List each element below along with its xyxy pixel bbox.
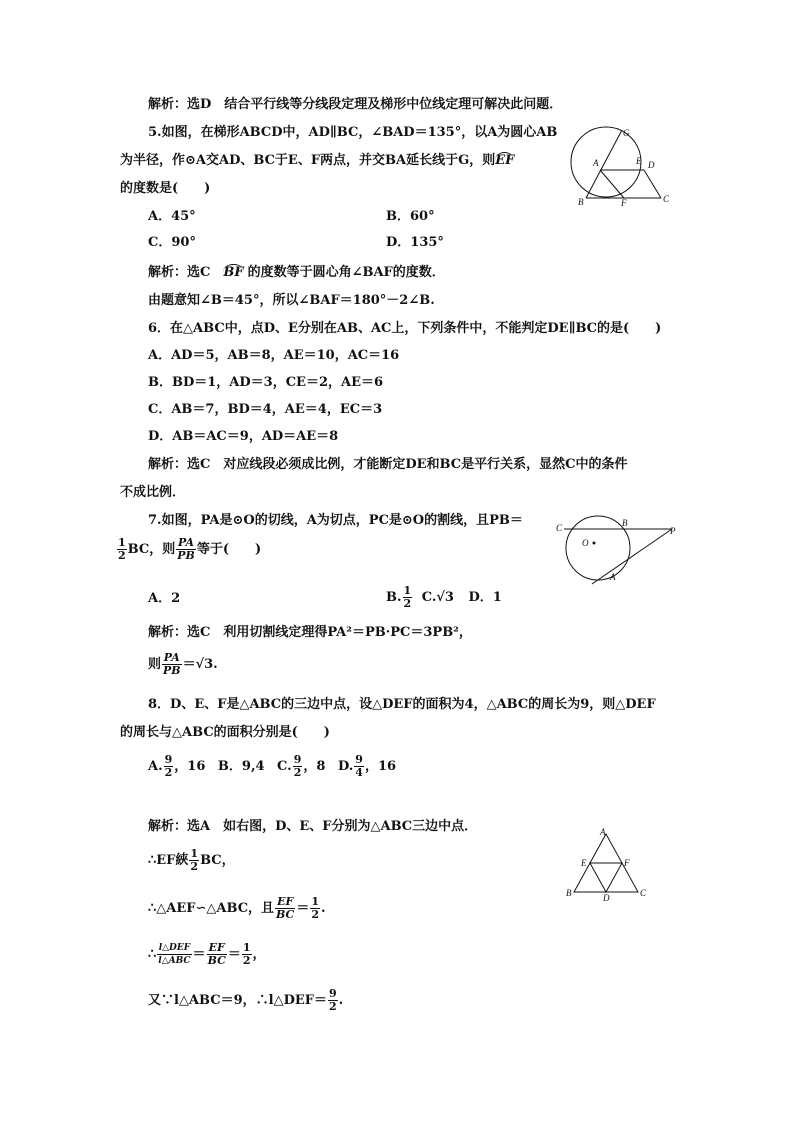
label-f: F: [624, 858, 630, 868]
label-b: B: [622, 518, 628, 528]
solution-6-line1: 解析：选C 对应线段必须成比例，才能断定DE和BC是平行关系，显然C中的条件: [148, 457, 628, 472]
label-o: O: [582, 538, 589, 548]
label-g: G: [623, 128, 630, 138]
fraction-ef-bc-2: $\frac{EF}{BC}$: [207, 941, 226, 967]
s5-suffix: 的度数等于圆心角∠BAF的度数．: [247, 265, 445, 280]
q8-option-a: A. $\frac{9}{2}$ ，16: [148, 753, 206, 779]
q6-option-b: B．BD＝1，AD＝3，CE＝2，AE＝6: [148, 375, 384, 390]
label-a: A: [600, 827, 606, 837]
label-d: D: [648, 160, 655, 170]
q7-options-bcd: [386, 584, 502, 612]
s5-prefix: 解析：选C: [148, 265, 224, 280]
figure-midpoint-triangle: [564, 826, 648, 902]
q6-option-c: C．AB＝7，BD＝4，AE＝4，EC＝3: [148, 402, 383, 417]
segment-bg: [586, 130, 622, 198]
fraction-half-s8: $\frac{1}{2}$: [190, 847, 199, 873]
q7-option-d: D．1: [468, 590, 502, 605]
question-6: 6．在△ABC中，点D、E分别在AB、AC上，下列条件中，不能判定DE∥BC的是( ): [148, 321, 662, 336]
solution-5-line2: 由题意知∠B＝45°，所以∠BAF＝180°－2∠B.: [148, 293, 435, 308]
solution-8-line1: 解析：选A 如右图，D、E、F分别为△ABC三边中点．: [148, 819, 478, 834]
fraction-half-b: $\frac{1}{2}$: [403, 584, 412, 610]
q7-text-a: BC，则: [127, 542, 176, 557]
question-5-line3: 的度数是( ): [120, 181, 211, 196]
fraction-half-s8d: $\frac{1}{2}$: [242, 941, 251, 967]
label-e: E: [636, 156, 642, 166]
fraction-ef-bc: $\frac{EF}{BC}$: [276, 895, 295, 921]
solution-4: 解析：选D 结合平行线等分线段定理及梯形中位线定理可解决此问题．: [148, 97, 563, 112]
q5-option-a: A．45°: [148, 209, 196, 224]
q5-option-c: C．90°: [148, 235, 196, 250]
figure-trapezoid-circle: [566, 124, 676, 208]
label-f: F: [621, 198, 627, 208]
arc-bf: BF: [223, 265, 244, 280]
solution-6-line2: 不成比例．: [120, 485, 186, 500]
center-dot: [593, 542, 596, 545]
question-5-line1: 5.如图，在梯形ABCD中，AD∥BC，∠BAD＝135°，以A为圆心AB: [148, 125, 558, 140]
q5-option-d: D．135°: [386, 235, 444, 250]
q8-options: [148, 752, 396, 782]
q8-option-b: B．9,4: [217, 759, 265, 774]
label-a: A: [593, 158, 599, 168]
fraction-half: $\frac{1}{2}$: [118, 536, 126, 562]
figure-tangent-secant: [552, 514, 682, 586]
fraction-half-s8c: $\frac{1}{2}$: [311, 895, 319, 921]
question-5-line2: [120, 152, 514, 170]
solution-8-line2: ∴EF綊 $\frac{1}{2}$ BC，: [148, 847, 235, 873]
label-d: D: [603, 893, 610, 902]
q5-option-b: B．60°: [386, 209, 435, 224]
label-c: C: [663, 194, 670, 204]
q7-option-c: C.√3: [421, 590, 454, 605]
question-8-line1: 8．D、E、F是△ABC的三边中点，设△DEF的面积为4，△ABC的周长为9，则△DEF: [148, 697, 656, 712]
label-b: B: [578, 197, 584, 207]
triangle-def: [590, 863, 622, 892]
q7-option-b: B.: [386, 590, 402, 605]
label-a: A: [610, 572, 616, 582]
q8-option-d: D. $\frac{9}{4}$ ，16: [337, 753, 397, 779]
question-8-line2: 的周长与△ABC的面积分别是( ): [120, 725, 330, 740]
q6-option-d: D．AB＝AC＝9，AD＝AE＝8: [148, 429, 339, 444]
fraction-nine-half-c: $\frac{9}{2}$: [293, 753, 302, 779]
segment-af: [600, 170, 624, 198]
q7-text-b: 等于( ): [196, 542, 262, 557]
fraction-nine-quarter: $\frac{9}{4}$: [355, 753, 363, 779]
solution-8-line3: ∴△AEF∽△ABC，且 $\frac{EF}{BC}$ ＝ $\frac{1}{2}$ .: [148, 895, 326, 921]
solution-8-line4: ∴ $\frac{\text{l△DEF}}{\text{l△ABC}}$ ＝ $\frac{EF}{BC}$ ＝ $\frac{1}{2}$ ，: [148, 941, 266, 967]
q5-text: 为半径，作⊙A交AD、BC于E、F两点，并交BA延长线于G，则: [120, 153, 496, 168]
q8-option-c: C. $\frac{9}{2}$ ，8: [277, 753, 326, 779]
label-c: C: [640, 888, 647, 898]
fraction-nine-half-s8: $\frac{9}{2}$: [329, 987, 337, 1013]
fraction-perimeter-ratio: $\frac{\text{l△DEF}}{\text{l△ABC}}$: [158, 943, 191, 966]
s7-prefix: 则: [148, 657, 162, 672]
circle-a: [571, 127, 641, 197]
circle-o: [566, 516, 630, 580]
fraction-pa-pb-s7: $\frac{PA}{PB}$: [163, 651, 181, 677]
arc-ef: EF: [495, 153, 515, 168]
question-7-line1: 7.如图，PA是⊙O的切线，A为切点，PC是⊙O的割线，且PB＝: [148, 513, 523, 528]
label-e: E: [581, 858, 587, 868]
solution-7-line1: 解析：选C 利用切割线定理得PA²＝PB·PC＝3PB²，: [148, 625, 472, 640]
fraction-pa-pb: $\frac{PA}{PB}$: [177, 536, 195, 562]
solution-5-line1: [148, 264, 445, 282]
segment-dc: [644, 170, 661, 198]
tangent-pa: [592, 529, 672, 584]
label-b: B: [566, 888, 572, 898]
solution-7-line2: [148, 650, 218, 680]
s7-suffix: ＝√3.: [182, 657, 218, 672]
label-p: P: [670, 526, 676, 536]
label-c: C: [556, 523, 563, 533]
fraction-nine-half-a: $\frac{9}{2}$: [164, 753, 173, 779]
q6-option-a: A．AD＝5，AB＝8，AE＝10，AC＝16: [148, 348, 400, 363]
q7-option-a: A．2: [148, 591, 181, 606]
question-7-line2: [116, 536, 261, 564]
solution-8-line5: 又∵l△ABC＝9，∴l△DEF＝ $\frac{9}{2}$ .: [148, 987, 344, 1013]
